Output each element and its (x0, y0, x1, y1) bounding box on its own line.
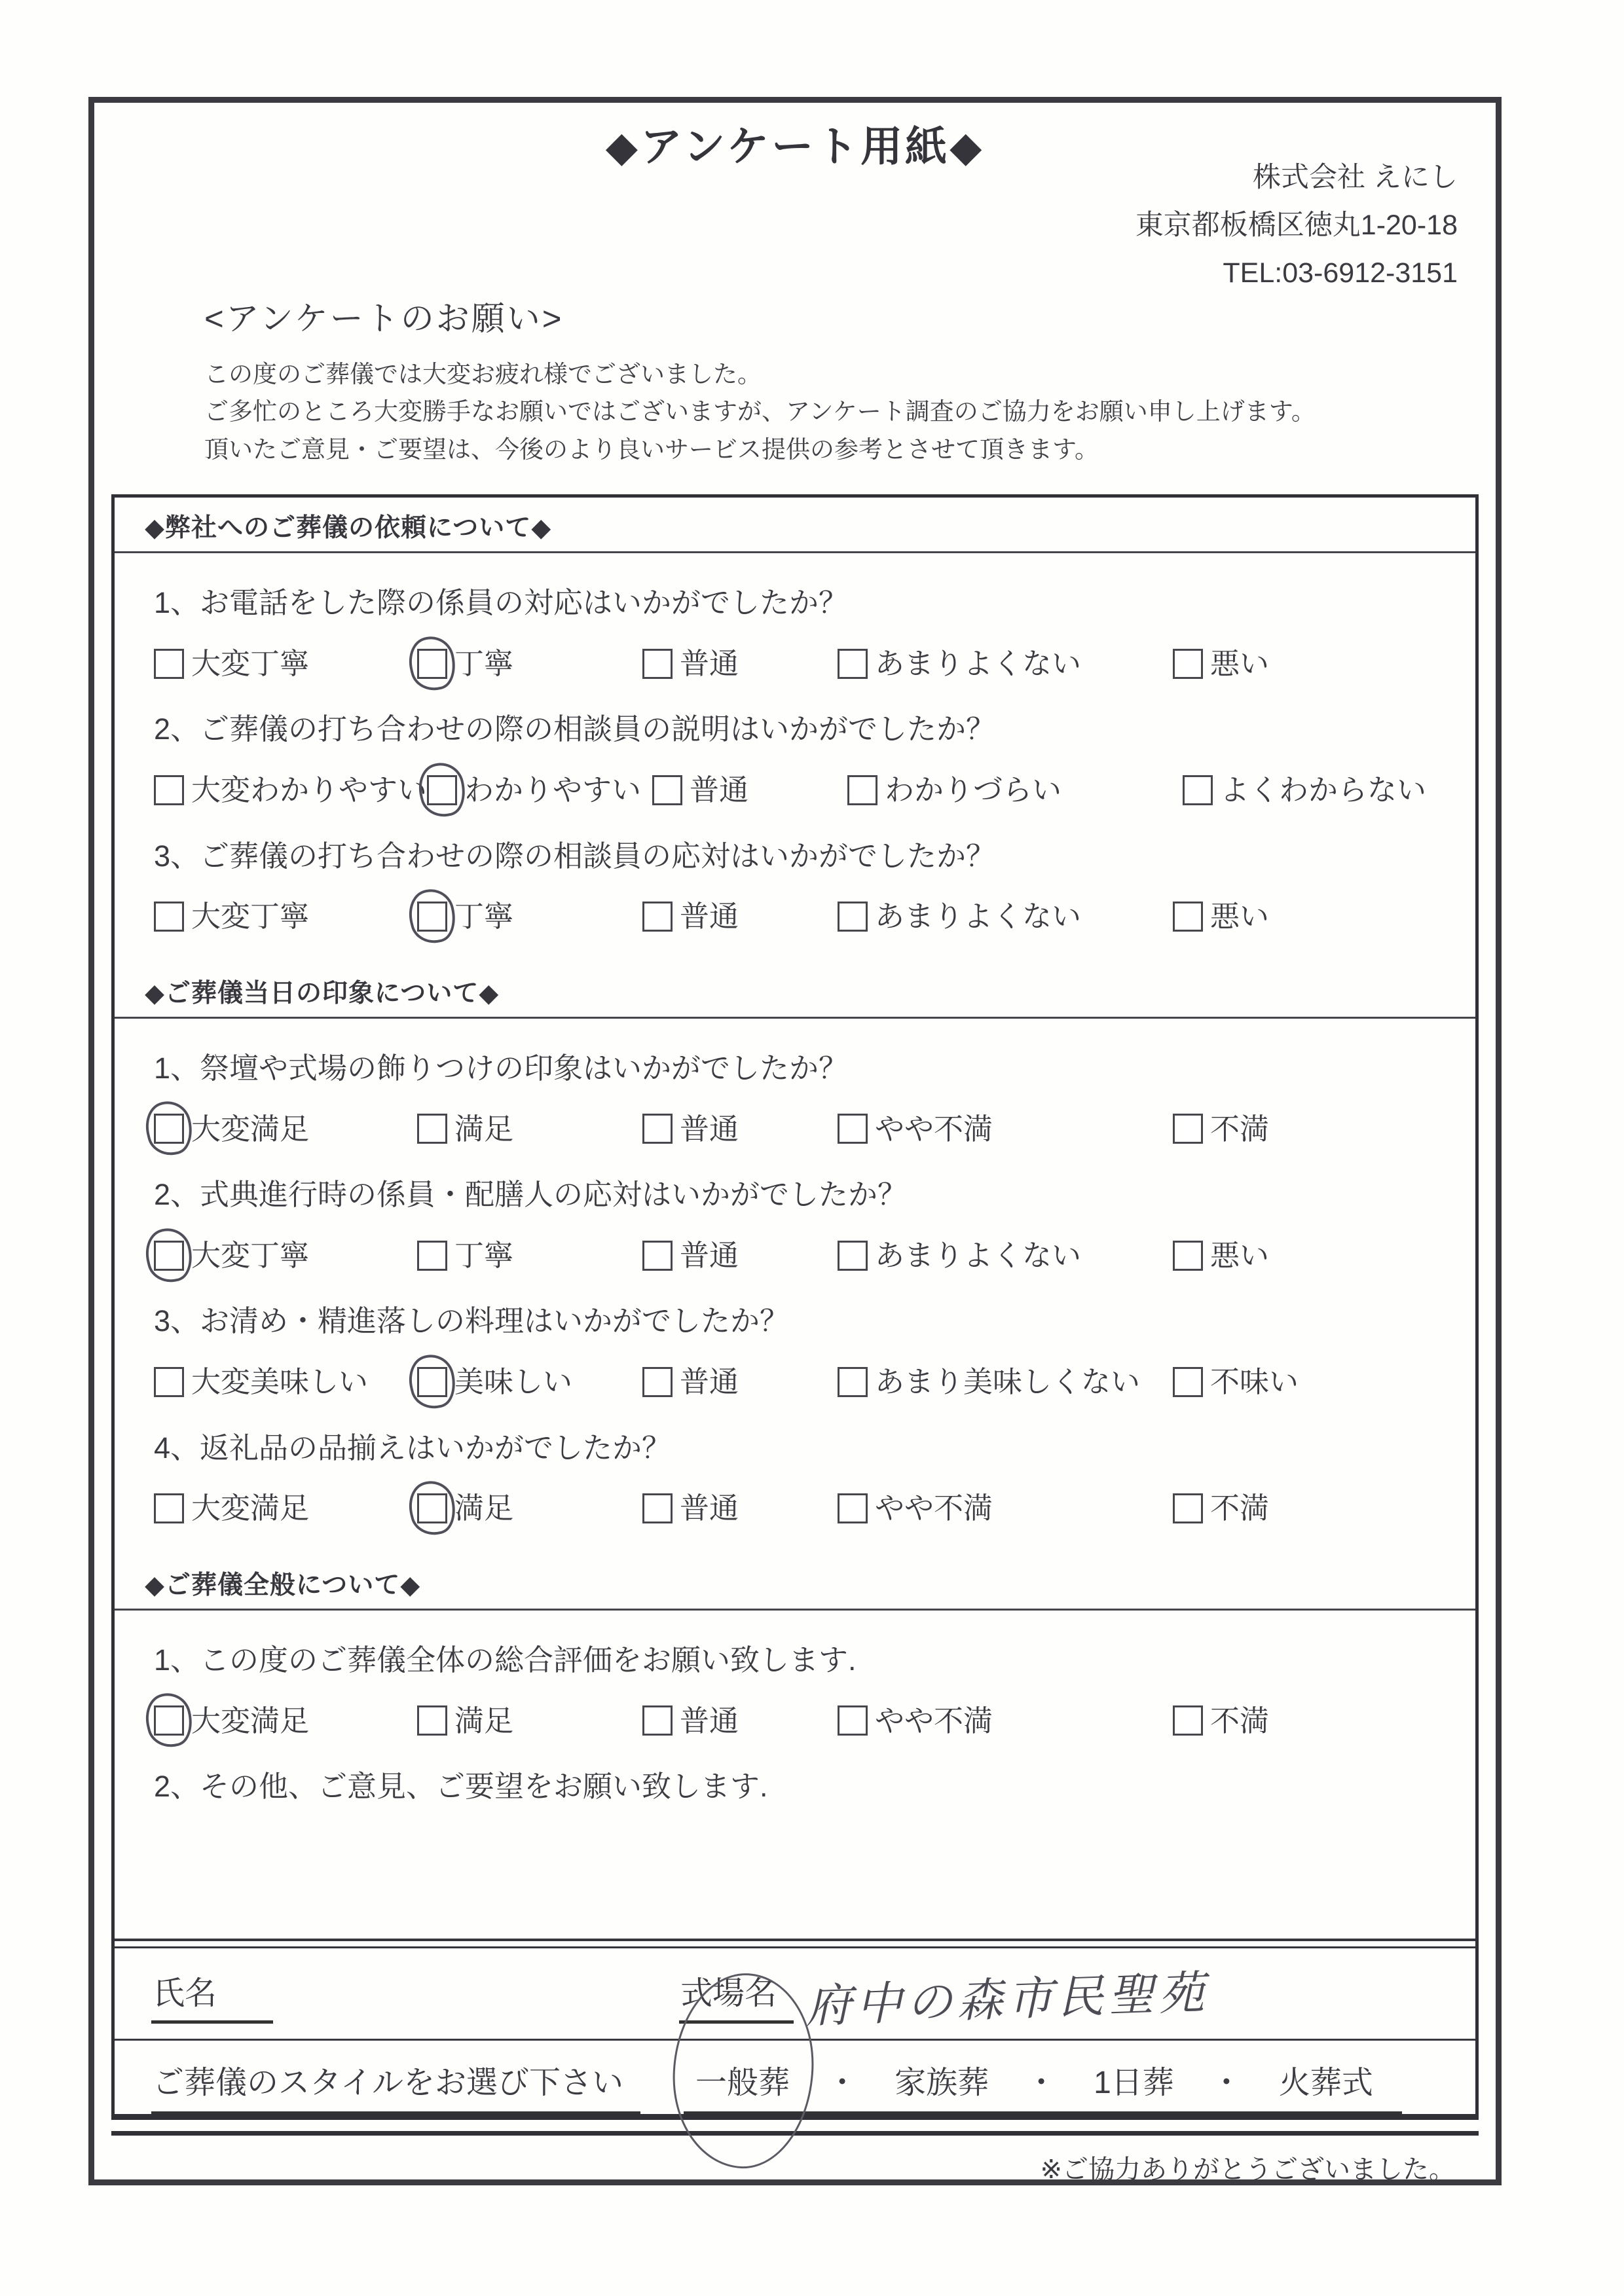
option-label: 大変丁寧 (191, 646, 310, 680)
checkbox[interactable] (847, 775, 877, 805)
checkbox[interactable] (417, 1705, 447, 1736)
checkbox[interactable] (417, 1367, 447, 1397)
funeral-style-options (684, 2057, 1402, 2114)
answer-option (1173, 647, 1269, 680)
option-label: 美味しい (454, 1365, 573, 1399)
option-label: 丁寧 (454, 646, 514, 680)
checkbox[interactable] (1173, 1367, 1203, 1397)
request-block (204, 291, 1496, 468)
checkbox[interactable] (838, 1367, 868, 1397)
checkbox[interactable] (642, 1241, 673, 1271)
option-label: 満足 (454, 1112, 514, 1146)
questionnaire-box (111, 494, 1479, 2120)
options-row (154, 1492, 1475, 1525)
checkbox[interactable] (417, 1114, 447, 1144)
checkbox[interactable] (417, 1493, 447, 1523)
checkbox[interactable] (1173, 1705, 1203, 1736)
option-label: 大変満足 (191, 1704, 310, 1738)
option-label: 不満 (1210, 1491, 1270, 1525)
checkbox[interactable] (838, 1241, 868, 1271)
handwritten-circle-mark (140, 1223, 198, 1286)
options-row (154, 1113, 1475, 1146)
answer-option (838, 647, 1173, 680)
question-text: 2、その他、ご意見、ご要望をお願い致します. (154, 1770, 768, 1804)
answer-option (642, 1113, 838, 1146)
option-label: 普通 (680, 1365, 739, 1399)
answer-option (1173, 1366, 1299, 1398)
answer-option (642, 1366, 838, 1398)
answer-option (642, 1492, 838, 1525)
question-2-3 (154, 1304, 1475, 1398)
option-label: 普通 (690, 773, 749, 807)
comments-area[interactable] (115, 1804, 1475, 1920)
checkbox[interactable] (642, 1493, 673, 1523)
answer-option (838, 1113, 1173, 1146)
section-1-header: ◆弊社へのご葬儀の依頼について◆ (145, 514, 552, 543)
checkbox[interactable] (642, 649, 673, 679)
answer-option (1173, 1113, 1269, 1146)
checkbox[interactable] (1173, 1493, 1203, 1523)
option-separator: ・ (826, 2065, 858, 2100)
answer-option (652, 774, 847, 807)
question-3-1 (154, 1643, 1475, 1737)
answer-option (417, 1113, 642, 1146)
answer-option (838, 1705, 1173, 1738)
options-row (154, 1239, 1475, 1272)
question-text: 3、お清め・精進落しの料理はいかがでしたか？ (154, 1304, 790, 1338)
checkbox[interactable] (154, 902, 184, 932)
option-label: あまり美味しくない (875, 1365, 1141, 1399)
option-label: 普通 (680, 1238, 739, 1272)
option-label: わかりやすい (464, 773, 642, 807)
checkbox[interactable] (838, 649, 868, 679)
question-2-4 (154, 1431, 1475, 1525)
answer-option (1173, 900, 1269, 933)
form-outer-border (88, 97, 1502, 2185)
answer-option (417, 1239, 642, 1272)
option-label: あまりよくない (875, 1238, 1082, 1272)
options-row (154, 774, 1475, 807)
answer-option-selected (417, 900, 642, 933)
answer-option (1173, 1705, 1269, 1738)
answer-option-selected (154, 1705, 417, 1738)
question-text: 2、式典進行時の係員・配膳人の応対はいかがでしたか？ (154, 1178, 908, 1212)
option-label: わかりづらい (885, 773, 1062, 807)
options-row (154, 900, 1475, 933)
divider (115, 1017, 1475, 1019)
checkbox[interactable] (417, 1241, 447, 1271)
checkbox[interactable] (154, 1241, 184, 1271)
answer-option (642, 1239, 838, 1272)
name-label: 氏名 (151, 1968, 273, 2024)
option-label: 普通 (680, 1704, 739, 1738)
option-label: 悪い (1210, 646, 1270, 680)
option-label: やや不満 (875, 1704, 993, 1738)
answer-option (154, 900, 417, 933)
checkbox[interactable] (427, 775, 457, 805)
option-label: やや不満 (875, 1112, 993, 1146)
answer-option-selected (417, 1366, 642, 1398)
divider (115, 1939, 1475, 1948)
company-address: 東京都板橋区徳丸1-20-18 (1135, 210, 1458, 242)
answer-option (642, 1705, 838, 1738)
checkbox[interactable] (642, 902, 673, 932)
option-separator: ・ (1210, 2065, 1242, 2100)
checkbox[interactable] (1173, 1114, 1203, 1144)
checkbox[interactable] (1173, 902, 1203, 932)
checkbox[interactable] (838, 1493, 868, 1523)
checkbox[interactable] (838, 902, 868, 932)
checkbox[interactable] (154, 1114, 184, 1144)
answer-option (154, 647, 417, 680)
checkbox[interactable] (154, 1705, 184, 1736)
option-label: あまりよくない (875, 646, 1082, 680)
venue-label: 式場名 (679, 1968, 794, 2024)
handwritten-circle-mark (140, 1688, 198, 1752)
venue-field[interactable] (679, 1965, 1210, 2033)
option-label: 普通 (680, 646, 739, 680)
question-text: 3、ご葬儀の打ち合わせの際の相談員の応対はいかがでしたか？ (154, 839, 996, 873)
request-line-3: 頂いたご意見・ご要望は、今後のより良いサービス提供の参考とさせて頂きます。 (204, 435, 1099, 463)
answer-option (838, 1366, 1173, 1398)
thanks-note: ※ご協力ありがとうございました。 (1040, 2155, 1455, 2184)
checkbox[interactable] (154, 775, 184, 805)
option-label: あまりよくない (875, 900, 1082, 934)
answer-option (838, 1239, 1173, 1272)
answer-option (642, 647, 838, 680)
question-1-1 (154, 586, 1475, 680)
option-label: 普通 (680, 1112, 739, 1146)
question-2-2 (154, 1178, 1475, 1271)
option-label: 大変丁寧 (191, 1238, 310, 1272)
option-label: やや不満 (875, 1491, 993, 1525)
checkbox[interactable] (652, 775, 682, 805)
answer-option (847, 774, 1183, 807)
answer-option (1173, 1492, 1269, 1525)
question-text: 1、祭壇や式場の飾りつけの印象はいかがでしたか？ (154, 1051, 849, 1085)
checkbox[interactable] (642, 1367, 673, 1397)
option-label: 満足 (454, 1491, 514, 1525)
option-label: 大変満足 (191, 1112, 310, 1146)
option-label: よくわからない (1220, 773, 1427, 807)
funeral-style-row (115, 2041, 1475, 2114)
option-label: 大変満足 (191, 1491, 310, 1525)
form-title: ◆アンケート用紙◆ (605, 123, 985, 170)
divider (115, 551, 1475, 553)
answer-option (838, 900, 1173, 933)
section-2-header: ◆ご葬儀当日の印象について◆ (145, 979, 500, 1008)
style-option[interactable]: 1日葬 (1094, 2065, 1174, 2100)
answer-option (154, 1366, 417, 1398)
question-text: 4、返礼品の品揃えはいかがでしたか？ (154, 1430, 672, 1465)
option-separator: ・ (1025, 2065, 1058, 2100)
style-option[interactable]: 火葬式 (1278, 2065, 1373, 2100)
option-label: 普通 (680, 900, 739, 934)
divider (111, 2131, 1479, 2136)
request-heading: <アンケートのお願い> (204, 300, 564, 337)
checkbox[interactable] (1173, 1241, 1203, 1271)
question-1-2 (154, 712, 1475, 806)
name-venue-row (115, 1948, 1475, 2039)
checkbox[interactable] (1183, 775, 1213, 805)
company-tel: TEL:03-6912-3151 (1223, 257, 1458, 289)
answer-option-selected (427, 774, 652, 807)
answer-option (1173, 1239, 1269, 1272)
venue-name-handwritten-value: 府中の森市民聖苑 (804, 1965, 1210, 2033)
checkbox[interactable] (417, 902, 447, 932)
company-name: 株式会社 えにし (1253, 162, 1458, 193)
option-label: 普通 (680, 1491, 739, 1525)
checkbox[interactable] (154, 649, 184, 679)
checkbox[interactable] (417, 649, 447, 679)
option-label: 大変美味しい (191, 1365, 369, 1399)
option-label: 丁寧 (454, 1238, 514, 1272)
request-line-1: この度のご葬儀では大変お疲れ様でございました。 (204, 361, 762, 388)
question-text: 1、お電話をした際の係員の対応はいかがでしたか？ (154, 586, 849, 620)
answer-option (154, 774, 427, 807)
question-1-3 (154, 839, 1475, 933)
options-row (154, 647, 1475, 680)
section-3-header: ◆ご葬儀全般について◆ (145, 1571, 421, 1599)
option-label: 大変わかりやすい (191, 773, 428, 807)
answer-option-selected (417, 647, 642, 680)
style-option[interactable]: 家族葬 (895, 2065, 989, 2100)
style-option-selected[interactable]: 一般葬 (695, 2057, 790, 2102)
question-text: 1、この度のご葬儀全体の総合評価をお願い致します. (154, 1643, 857, 1677)
option-label: 不満 (1210, 1112, 1270, 1146)
answer-option (642, 900, 838, 933)
answer-option (417, 1705, 642, 1738)
request-line-2: ご多忙のところ大変勝手なお願いではございますが、アンケート調査のご協力をお願い申し上げます。 (204, 398, 1316, 426)
answer-option (154, 1492, 417, 1525)
checkbox[interactable] (1173, 649, 1203, 679)
option-label: 不満 (1210, 1704, 1270, 1738)
option-label: 不味い (1210, 1365, 1299, 1399)
question-2-1 (154, 1051, 1475, 1145)
company-info (1135, 154, 1458, 297)
option-label: 大変丁寧 (191, 900, 310, 934)
answer-option-selected (154, 1239, 417, 1272)
answer-option-selected (417, 1492, 642, 1525)
option-label: 満足 (454, 1704, 514, 1738)
checkbox[interactable] (154, 1493, 184, 1523)
option-label: 悪い (1210, 900, 1270, 934)
checkbox[interactable] (642, 1114, 673, 1144)
answer-option (1183, 774, 1426, 807)
checkbox[interactable] (838, 1705, 868, 1736)
answer-option (838, 1492, 1173, 1525)
option-label: 悪い (1210, 1238, 1270, 1272)
divider (115, 1609, 1475, 1611)
answer-option-selected (154, 1113, 417, 1146)
funeral-style-label: ご葬儀のスタイルをお選び下さい (151, 2057, 640, 2114)
option-label: 丁寧 (454, 900, 514, 934)
checkbox[interactable] (154, 1367, 184, 1397)
question-text: 2、ご葬儀の打ち合わせの際の相談員の説明はいかがでしたか？ (154, 712, 996, 746)
options-row (154, 1366, 1475, 1398)
checkbox[interactable] (838, 1114, 868, 1144)
form-header (94, 103, 1496, 291)
question-3-2 (154, 1770, 1475, 1804)
handwritten-circle-mark (140, 1097, 198, 1160)
options-row (154, 1705, 1475, 1738)
checkbox[interactable] (642, 1705, 673, 1736)
